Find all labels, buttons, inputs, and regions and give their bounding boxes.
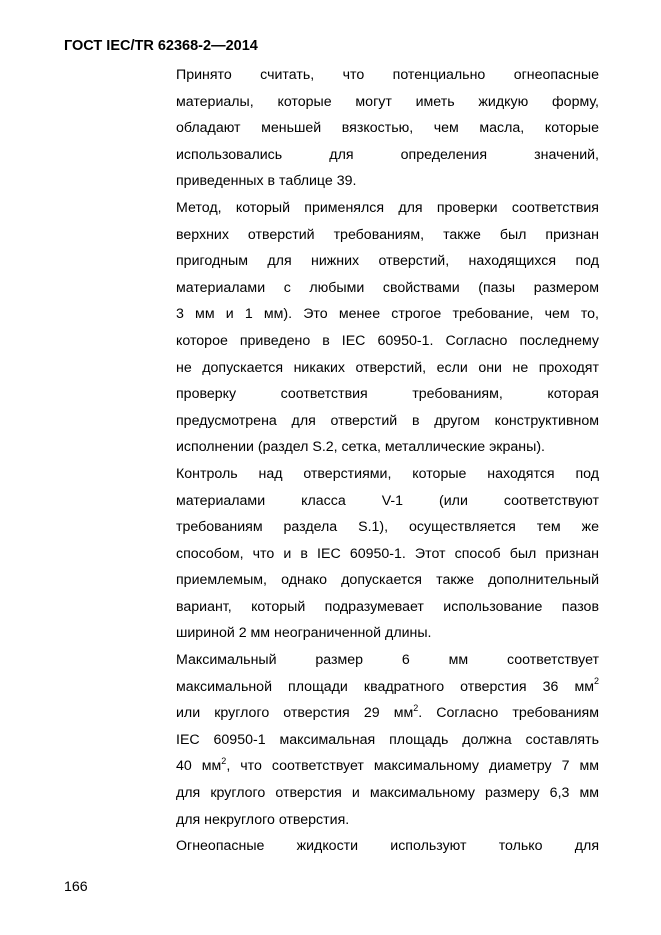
superscript: 2 (413, 702, 419, 713)
page-number: 166 (64, 879, 88, 895)
text-line: материалами класса V-1 (или соответствуют (176, 492, 599, 509)
text-segment: максимальной площади квадратного отверстия 36 мм (176, 678, 594, 695)
text-line: не допускается никаких отверстий, если они не проходят (176, 359, 599, 376)
text-line (176, 674, 599, 701)
text-line: IEC 60950-1 максимальная площадь должна составлять (176, 731, 599, 748)
text-line: Контроль над отверстиями, которые находятся под (176, 465, 599, 482)
text-line: которое приведено в IEC 60950-1. Согласно последнему (176, 332, 599, 349)
text-line: Метод, который применялся для проверки соответствия (176, 199, 599, 216)
superscript: 2 (221, 755, 227, 766)
document-body (176, 62, 599, 860)
text-line: шириной 2 мм неограниченной длины. (176, 625, 432, 642)
text-line: вариант, который подразумевает использование пазов (176, 598, 599, 615)
text-line: использовались для определения значений, (176, 146, 599, 163)
text-line: Максимальный размер 6 мм соответствует (176, 652, 599, 669)
text-line: пригодным для нижних отверстий, находящихся под (176, 253, 599, 270)
text-line (176, 700, 599, 727)
paragraph-5 (176, 833, 599, 860)
text-line: материалами с любыми свойствами (пазы размером (176, 279, 599, 296)
text-line: способом, что и в IEC 60950-1. Этот способ был признан (176, 545, 599, 562)
text-line: Огнеопасные жидкости используют только для (176, 838, 599, 855)
paragraph-4 (176, 647, 599, 833)
text-line: материалы, которые могут иметь жидкую форму, (176, 93, 599, 110)
superscript: 2 (593, 675, 599, 686)
text-line: исполнении (раздел S.2, сетка, металлические экраны). (176, 439, 545, 456)
text-segment: . Согласно требованиям (418, 705, 599, 722)
text-line: для некруглого отверстия. (176, 811, 350, 828)
paragraph-2 (176, 195, 599, 461)
text-segment: или круглого отверстия 29 мм (176, 705, 414, 722)
paragraph-3 (176, 461, 599, 647)
text-line: обладают меньшей вязкостью, чем масла, которые (176, 120, 599, 137)
text-line: проверку соответствия требованиям, которая (176, 386, 599, 403)
text-segment: 40 мм (176, 758, 222, 775)
text-line: приведенных в таблице 39. (176, 173, 357, 190)
text-segment: , что соответствует максимальному диаметру 7 мм (226, 758, 599, 775)
text-line: 3 мм и 1 мм). Это менее строгое требование, чем то, (176, 306, 599, 323)
text-line: требованиям раздела S.1), осуществляется тем же (176, 519, 599, 536)
document-header: ГОСТ IEC/TR 62368-2—2014 (64, 38, 258, 54)
text-line: приемлемым, однако допускается также дополнительный (176, 572, 599, 589)
text-line: предусмотрена для отверстий в другом конструктивном (176, 412, 599, 429)
text-line: верхних отверстий требованиям, также был признан (176, 226, 599, 243)
text-line (176, 753, 599, 780)
text-line: для круглого отверстия и максимальному размеру 6,3 мм (176, 785, 599, 802)
text-line: Принято считать, что потенциально огнеопасные (176, 67, 599, 83)
paragraph-1 (176, 62, 599, 195)
